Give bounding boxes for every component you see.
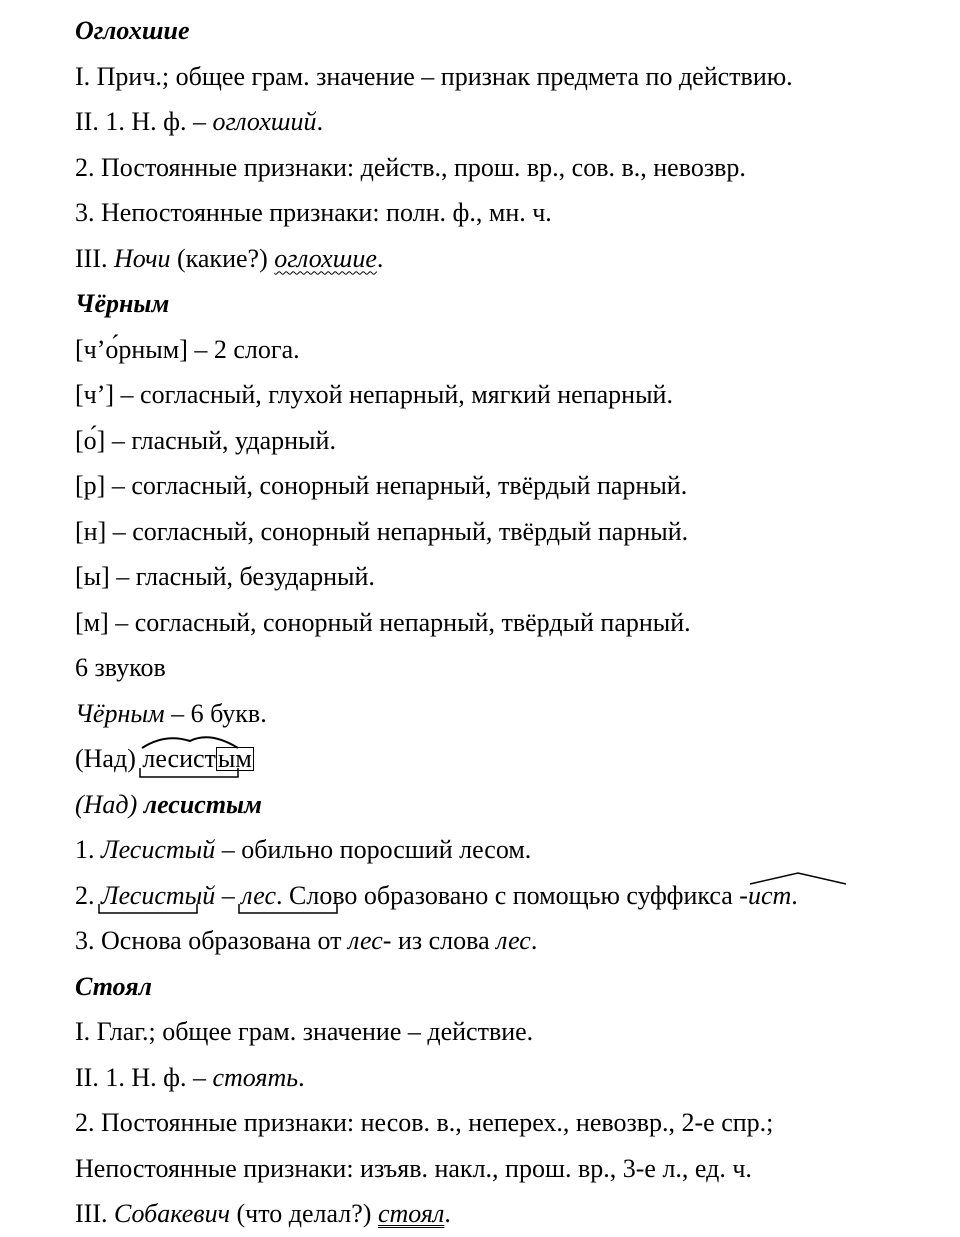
oglokhshie-line-4: 3. Непостоянные признаки: полн. ф., мн. ч. [75,198,552,227]
sound-line: [р] – согласный, сонорный непарный, твёрдый парный. [75,471,688,500]
oglokhshie-line-5: III. Ночи (какие?) оглохшие. [75,243,384,273]
ending-box: ым [217,744,252,773]
section-heading-oglokhshie: Оглохшие [75,16,190,45]
stoyal-line-2: II. 1. Н. ф. – стоять. [75,1062,305,1092]
suffix-mark: ист [748,873,791,919]
oglokhshie-line-1: I. Прич.; общее грам. значение – признак предмета по действию. [75,61,793,91]
sound-line: [о́] – гласный, ударный. [75,425,336,455]
stoyal-line-3: 2. Постоянные признаки: несов. в., неперех., невозвр., 2-е спр.; [75,1108,774,1137]
derived-word-base: Лесист [101,873,185,919]
morphemic-analysis-line: (Над) лесист ым [75,736,945,782]
sound-line: [м] – согласный, сонорный непарный, твёрдый парный. [75,607,691,637]
word-base [142,736,216,782]
lesistym-line-3: 3. Основа образована от лес- из слова лес. [75,926,538,955]
predicate-word-double-underline: стоял [377,1199,445,1228]
sound-line: [н] – согласный, сонорный непарный, твёрдый парный. [75,516,689,546]
noun-word: Ночи [113,243,171,273]
stoyal-line-4: Непостоянные признаки: изъяв. накл., прош. вр., 3-е л., ед. ч. [75,1153,752,1183]
section-heading-chernym: Чёрным [75,289,170,318]
sound-line: [ч’] – согласный, глухой непарный, мягкий непарный. [75,380,673,409]
letter-count-line: Чёрным – 6 букв. [75,698,267,728]
document-page [75,8,945,1237]
lesistym-line-1: 1. Лесистый – обильно поросший лесом. [75,835,532,864]
lesistym-line-2: 2. Лесист ый – лес . Слово образовано с помощью суффикса -ист . [75,873,945,919]
sound-count: 6 звуков [75,653,166,682]
initial-form: оглохший [212,107,317,136]
base-text: лесист [142,744,216,773]
section-heading-lesistym: (Над) лесистым [75,789,262,819]
stoyal-line-1: I. Глаг.; общее грам. значение – действие. [75,1017,534,1046]
stoyal-line-5: III. Собакевич (что делал?) стоял. [75,1199,451,1228]
transcription-line: [ч’о́рным] – 2 слога. [75,334,300,364]
subject-word: Собакевич [113,1199,230,1228]
oglokhshie-line-2: II. 1. Н. ф. – оглохший. [75,107,324,136]
section-heading-stoyal: Стоял [75,971,152,1001]
attribute-word-wavy: оглохшие [274,243,377,273]
oglokhshie-line-3: 2. Постоянные признаки: действ., прош. вр., сов. в., невозвр. [75,152,746,182]
producing-word-base: лес [241,873,276,919]
sound-line: [ы] – гласный, безударный. [75,562,375,591]
